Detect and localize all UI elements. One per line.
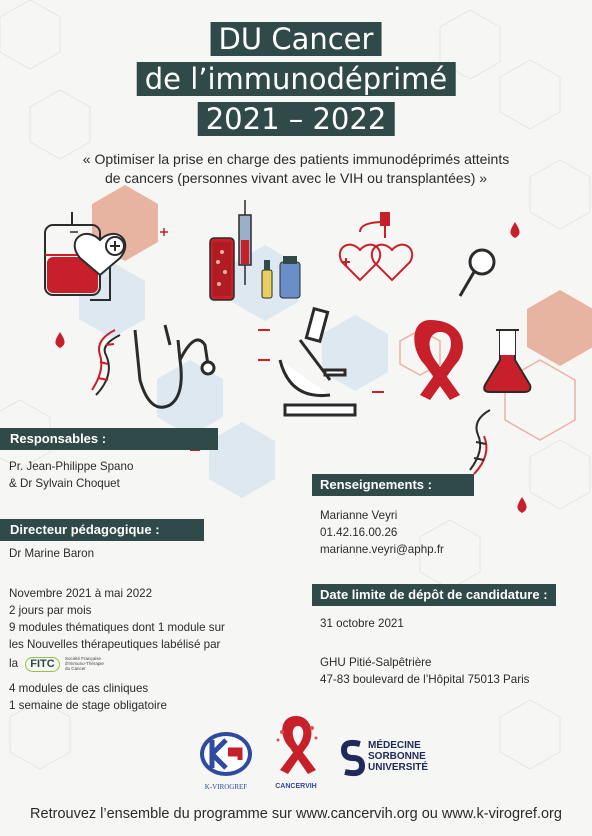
quote-line-2: de cancers (personnes vivant avec le VIH ou transplantées) » [104,170,488,186]
programme-la: la [9,657,19,671]
programme-nouvelles: les Nouvelles thérapeutiques labélisé par [9,638,221,651]
stethoscope-icon [135,325,214,407]
contact-phone: 01.42.16.00.26 [320,526,398,539]
location-name: GHU Pitié-Salpêtrière [320,656,432,669]
quote-line-1: « Optimiser la prise en charge des patients immunodéprimés atteints [82,151,510,167]
title-line-3: 2021 – 2022 [198,102,395,136]
kvirogref-emblem-icon [198,730,254,778]
programme-modules: 9 modules thématiques dont 1 module sur [9,621,225,634]
programme-stage: 1 semaine de stage obligatoire [9,699,167,712]
directeur-name: Dr Marine Baron [9,547,95,560]
fitc-logo [25,656,105,672]
programme-label-line [9,656,105,672]
microscope-icon [280,309,355,415]
programme-dates: Novembre 2021 à mai 2022 [9,587,153,600]
sorbonne-s-icon [340,738,366,778]
magnifier-icon [460,250,494,296]
title-line-1: DU Cancer [211,22,382,56]
programme-cas-cliniques: 4 modules de cas cliniques [9,682,149,695]
cancervih-ribbon-icon [268,712,324,778]
dna-icon-left [92,330,120,395]
date-limite-label: Date limite de dépôt de candidature : [312,584,556,606]
programme-days: 2 jours par mois [9,604,92,617]
flask-icon [484,330,530,392]
title-line-2: de l’immunodéprimé [137,62,456,96]
responsable-1: Pr. Jean-Philippe Spano [9,460,134,473]
fitc-subtitle: Société Française d'Immuno-Thérapie du Cancer [64,656,104,672]
directeur-label: Directeur pédagogique : [0,519,204,541]
cancervih-logo [268,712,324,796]
footer-links[interactable]: Retrouvez l’ensemble du programme sur www.cancervih.org ou www.k-virogref.org [30,806,562,822]
renseignements-label: Renseignements : [312,474,474,496]
fitc-badge: FITC [25,657,59,672]
date-limite-value: 31 octobre 2021 [320,617,404,630]
dna-icon-right [470,410,490,474]
contact-email[interactable]: marianne.veyri@aphp.fr [320,543,444,556]
ribbon-icon [414,320,463,400]
kvirogref-logo [198,730,254,790]
cancervih-text: CANCERVIH [275,783,317,790]
sorbonne-line-3: UNIVERSITÉ [368,762,429,773]
test-tube-icon [210,238,234,300]
sorbonne-line-1: MÉDECINE [368,740,421,751]
syringe-icon [239,200,251,285]
contact-name: Marianne Veyri [320,509,398,522]
responsables-label: Responsables : [0,428,218,450]
location-address: 47-83 boulevard de l’Hôpital 75013 Paris [320,673,530,686]
sorbonne-line-2: SORBONNE [368,751,426,762]
kvirogref-text: K-VIROGREF [204,783,248,791]
sorbonne-logo [340,738,440,778]
vial-icon [262,256,300,298]
blood-donation-icon [340,212,412,280]
responsable-2: & Dr Sylvain Choquet [9,477,120,490]
